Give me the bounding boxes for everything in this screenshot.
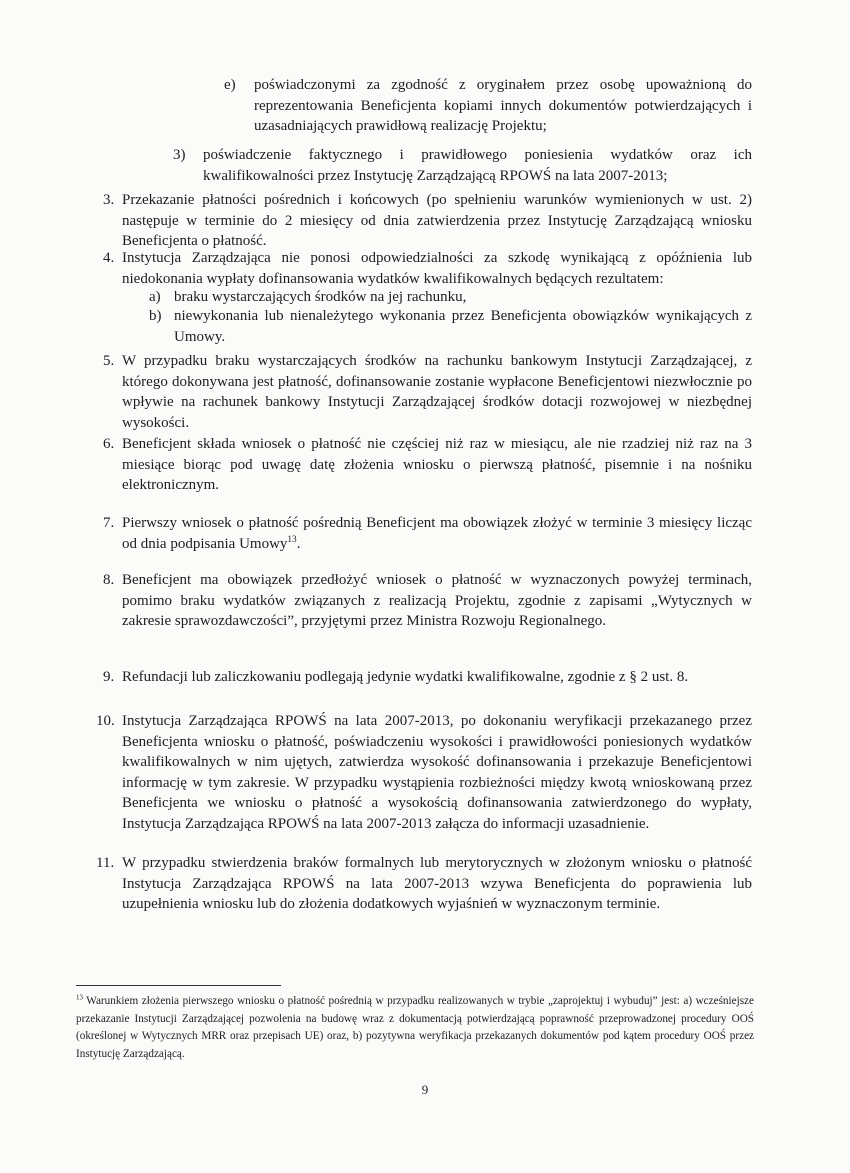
paragraph-3 (103, 190, 752, 252)
list-item-a (149, 287, 752, 308)
item-label: 8. (103, 572, 115, 588)
item-text: Beneficjent ma obowiązek przedłożyć wniosek o płatność w wyznaczonych powyżej terminach, pomimo braku wydatków związanych z realizacją Projektu, zgodnie z zapisami „Wytycznych w zakresie sprawozdawczości”, przyjętymi przez Ministra Rozwoju Regionalnego. (122, 572, 752, 629)
item-text: W przypadku braku wystarczających środków na rachunku bankowym Instytucji Zarządzającej, z którego dokonywana jest płatność, dofinansowanie zostanie wypłacone Beneficjentowi niezwłocznie po wpływie na rachunek bankowy Instytucji Zarządzającej środków dotacji rozwojowej w niezbędnej wysokości. (122, 353, 752, 431)
item-text: poświadczonymi za zgodność z oryginałem przez osobę upoważnioną do reprezentowania Beneficjenta kopiami innych dokumentów potwierdzających i uzasadniających prawidłową realizację Projektu; (254, 77, 752, 134)
item-text: niewykonania lub nienależytego wykonania przez Beneficjenta obowiązków wynikających z Umowy. (174, 308, 752, 345)
item-label: 3) (173, 147, 186, 163)
item-text: Refundacji lub zaliczkowaniu podlegają jedynie wydatki kwalifikowalne, zgodnie z § 2 ust. 8. (122, 669, 689, 685)
footnote-separator (76, 985, 281, 986)
item-text: Instytucja Zarządzająca nie ponosi odpowiedzialności za szkodę wynikającą z opóźnienia lub niedokonania wypłaty dofinansowania wydatków kwalifikowalnych będących rezultatem: (122, 250, 752, 287)
paragraph-6 (103, 434, 752, 496)
item-text: W przypadku stwierdzenia braków formalnych lub merytorycznych w złożonym wniosku o płatność Instytucja Zarządzająca RPOWŚ na lata 2007-2013 wzywa Beneficjenta do poprawienia lub uzupełnienia wniosku lub do złożenia dodatkowych wyjaśnień w wyznaczonym terminie. (122, 855, 752, 912)
footnote (76, 993, 754, 1063)
item-label: 7. (103, 515, 115, 531)
footnote-mark: 13 (76, 993, 83, 1002)
item-text: Pierwszy wniosek o płatność pośrednią Beneficjent ma obowiązek złożyć w terminie 3 miesięcy licząc od dnia podpisania Umowy (122, 515, 752, 552)
item-label: 5. (103, 353, 115, 369)
paragraph-8 (103, 570, 752, 632)
item-text-wrapper (122, 513, 752, 554)
item-text-tail: . (296, 535, 301, 552)
item-label: 10. (96, 713, 115, 729)
paragraph-7 (103, 513, 752, 554)
page-number: 9 (421, 1082, 429, 1097)
paragraph-4 (103, 248, 752, 289)
paragraph-11 (96, 853, 752, 915)
item-text: poświadczenie faktycznego i prawidłowego poniesienia wydatków oraz ich kwalifikowalności przez Instytucję Zarządzającą RPOWŚ na lata 2007-2013; (203, 147, 752, 184)
item-text: Instytucja Zarządzająca RPOWŚ na lata 2007-2013, po dokonaniu weryfikacji przekazanego przez Beneficjenta wniosku o płatność, poświadczeniu wysokości i prawidłowości poniesionych wydatków kwalifikowalnych w nim ujętych, zatwierdza wysokość dofinansowania i przekazuje Beneficjentowi informację w tym zakresie. W przypadku wystąpienia rozbieżności między kwotą wnioskowaną przez Beneficjenta we wniosku o płatność a wysokością dofinansowania zatwierdzonego do wypłaty, Instytucja Zarządzająca RPOWŚ na lata 2007-2013 załącza do informacji uzasadnienie. (122, 713, 752, 832)
list-item-e (224, 75, 752, 137)
item-label: 4. (103, 250, 115, 266)
item-label: 3. (103, 192, 115, 208)
item-label: 9. (103, 669, 115, 685)
paragraph-10 (96, 711, 752, 834)
item-text: Przekazanie płatności pośrednich i końcowych (po spełnieniu warunków wymienionych w ust. 2) następuje w terminie do 2 miesięcy od dnia zatwierdzenia przez Instytucję Zarządzającą wniosku Beneficjenta o płatność. (122, 192, 752, 249)
paragraph-9 (103, 667, 752, 688)
list-item-3-paren (173, 145, 752, 186)
item-label: 6. (103, 436, 115, 452)
item-text: braku wystarczających środków na jej rachunku, (174, 289, 467, 305)
item-label: b) (149, 308, 162, 324)
list-item-b (149, 306, 752, 347)
item-label: e) (224, 77, 236, 93)
paragraph-5 (103, 351, 752, 433)
item-label: 11. (96, 855, 115, 871)
item-label: a) (149, 289, 161, 305)
item-text: Beneficjent składa wniosek o płatność nie częściej niż raz w miesiącu, ale nie rzadziej niż raz na 3 miesiące biorąc pod uwagę datę złożenia wniosku o pierwszą płatność, pisemnie i na nośniku elektronicznym. (122, 436, 752, 493)
footnote-reference: 13 (287, 534, 297, 545)
footnote-text: Warunkiem złożenia pierwszego wniosku o płatność pośrednią w przypadku realizowanych w trybie „zaprojektuj i wybuduj” jest: a) wcześniejsze przekazanie Instytucji Zarządzającej pozwolenia na budowę wraz z dokumentacją potwierdzającą poprawność przeprowadzonej procedury OOŚ (określonej w Wytycznych MRR oraz przepisach UE) oraz, b) pozytywna weryfikacja przekazanych dokumentów pod kątem procedury OOŚ przez Instytucję Zarządzającą. (76, 995, 754, 1060)
